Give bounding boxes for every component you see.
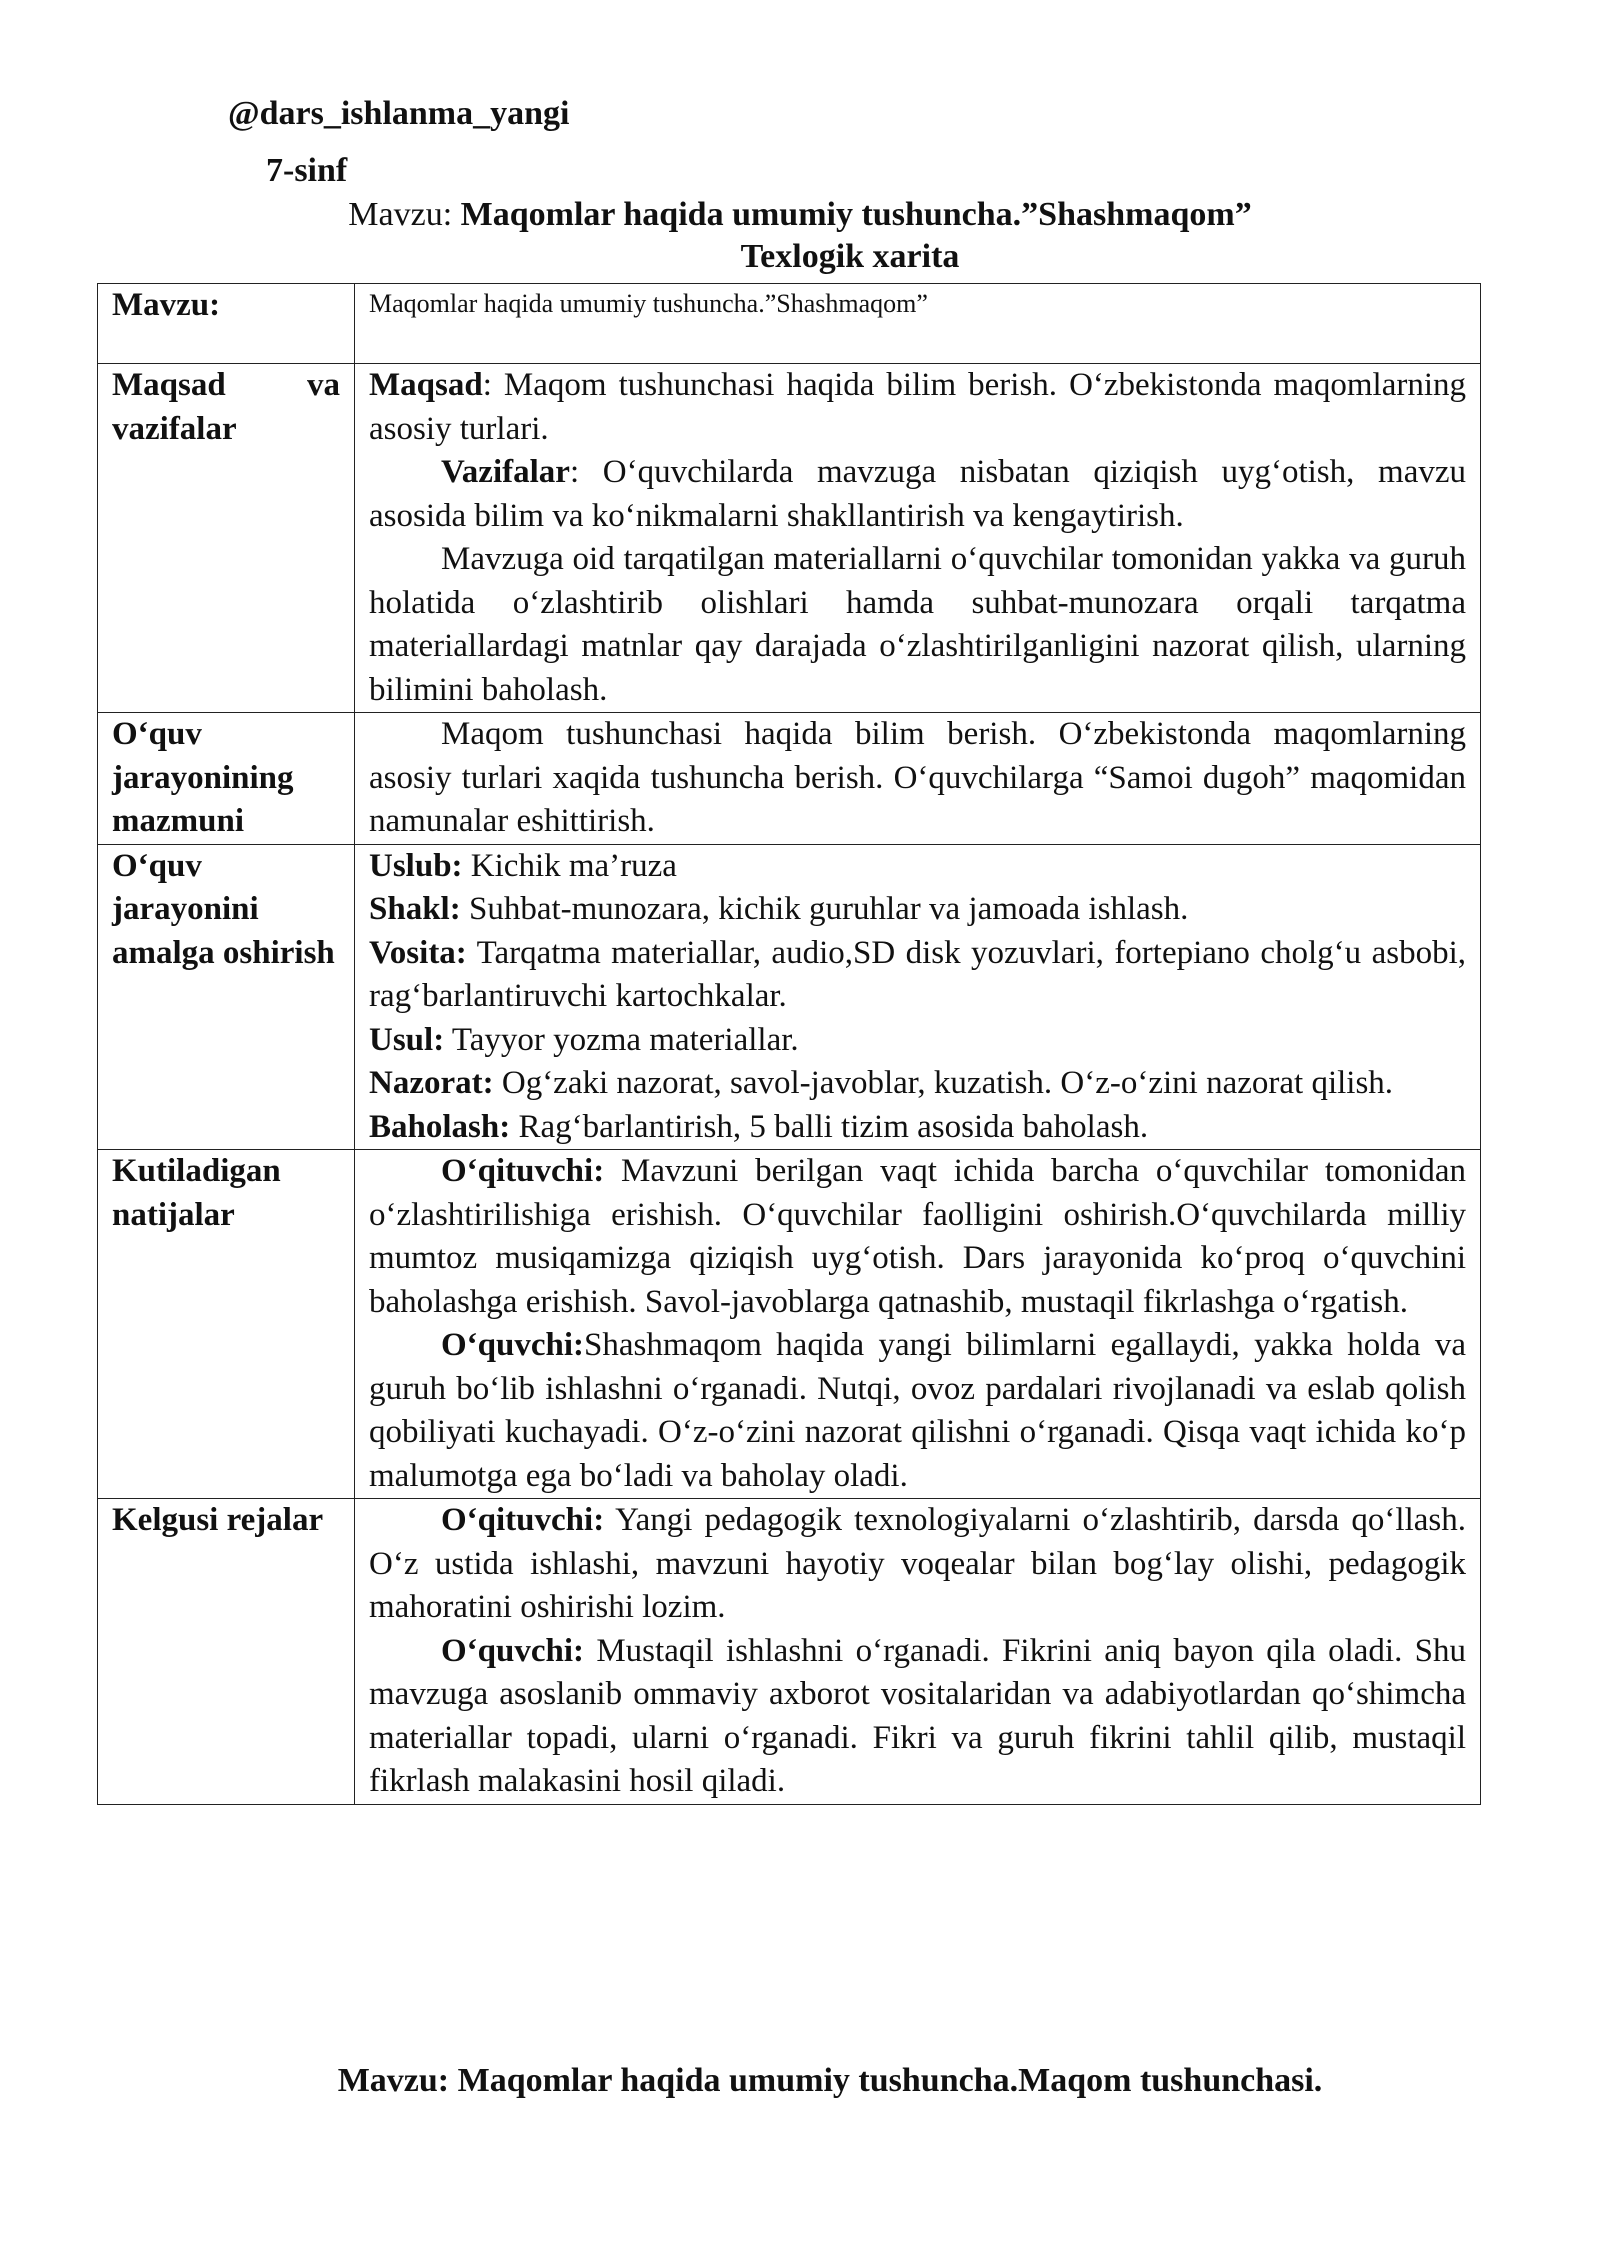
topic-line bbox=[0, 196, 1600, 234]
table-row-mazmun bbox=[98, 713, 1481, 845]
method-key: Nazorat: bbox=[369, 1065, 494, 1101]
goal-label: Maqsad bbox=[369, 367, 483, 403]
row-label-amalga: O‘quv jarayonini amalga oshirish bbox=[98, 844, 355, 1150]
student-text: Shashmaqom haqida yangi bilimlarni egallaydi, yakka holda va guruh bo‘lib ishlashni o‘rganadi. Nutqi, ovoz pardalari rivojlanadi va eslab qolish qobiliyati kuchayadi. O‘z-o‘zini nazorat qilishni o‘rganadi. Qisqa vaqt ichida ko‘p malumotga ega bo‘ladi va baholay oladi. bbox=[369, 1327, 1466, 1494]
extra-paragraph: Mavzuga oid tarqatilgan materiallarni o‘quvchilar tomonidan yakka va guruh holatida o‘zlashtirib olishlari hamda suhbat-munozara orqali tarqatma materiallardagi matnlar qay darajada o‘zlashtirilganligini nazorat qilish, ularning bilimini baholash. bbox=[369, 541, 1466, 708]
row-value-amalga bbox=[355, 844, 1481, 1150]
student-text: Mustaqil ishlashni o‘rganadi. Fikrini aniq bayon qila oladi. Shu mavzuga asoslanib ommaviy axborot vositalaridan va adabiyotlardan qo‘shimcha materiallar topadi, ularni o‘rganadi. Fikri va guruh fikrini tahlil qilib, mustaqil fikrlash malakasini hosil qiladi. bbox=[369, 1632, 1466, 1799]
student-result-paragraph bbox=[369, 1324, 1466, 1498]
bottom-topic-title: Mavzu: Maqomlar haqida umumiy tushuncha.Maqom tushunchasi. bbox=[337, 2062, 1323, 2099]
student-label: O‘quvchi: bbox=[441, 1327, 585, 1363]
technological-map-table bbox=[97, 283, 1481, 1805]
method-value: Og‘zaki nazorat, savol-javoblar, kuzatish. O‘z-o‘zini nazorat qilish. bbox=[493, 1065, 1394, 1101]
method-item bbox=[369, 1106, 1466, 1150]
goal-paragraph bbox=[369, 364, 1466, 451]
teacher-text: Yangi pedagogik texnologiyalarni o‘zlashtirib, darsda qo‘llash. O‘z ustida ishlashi, mavzuni hayotiy voqealar bilan bog‘lay olishi, pedagogik mahoratini oshirishi lozim. bbox=[369, 1502, 1466, 1625]
student-label: O‘quvchi: bbox=[441, 1632, 585, 1669]
mazmun-paragraph: Maqom tushunchasi haqida bilim berish. O‘zbekistonda maqomlarning asosiy turlari xaqida tushuncha berish. O‘quvchilarga “Samoi dugoh” maqomidan namunalar eshittirish. bbox=[369, 716, 1466, 839]
method-value: Tayyor yozma materiallar. bbox=[444, 1021, 799, 1058]
tasks-paragraph bbox=[369, 451, 1466, 538]
row-value-mazmun bbox=[355, 713, 1481, 845]
method-key: Uslub: bbox=[369, 847, 463, 884]
table-row-amalga bbox=[98, 844, 1481, 1150]
method-item bbox=[369, 845, 1466, 889]
goal-text: : Maqom tushunchasi haqida bilim berish. O‘zbekistonda maqomlarning asosiy turlari. bbox=[369, 367, 1466, 447]
method-value: Tarqatma materiallar, audio,SD disk yozuvlari, fortepiano cholg‘u asbobi, rag‘barlantiruvchi kartochkalar. bbox=[369, 934, 1466, 1014]
row-value-mavzu: Maqomlar haqida umumiy tushuncha.”Shashmaqom” bbox=[355, 284, 1481, 364]
table-row-natijalar bbox=[98, 1150, 1481, 1499]
row-label-mavzu: Mavzu: bbox=[98, 284, 355, 364]
method-item bbox=[369, 888, 1466, 932]
map-title: Texlogik xarita bbox=[740, 238, 960, 275]
teacher-result-paragraph bbox=[369, 1150, 1466, 1324]
method-value: Rag‘barlantirish, 5 balli tizim asosida baholash. bbox=[510, 1108, 1149, 1145]
row-value-rejalar bbox=[355, 1499, 1481, 1805]
table-row-mavzu bbox=[98, 284, 1481, 364]
method-key: Shakl: bbox=[369, 891, 461, 927]
teacher-label: O‘qituvchi: bbox=[441, 1153, 605, 1189]
method-item bbox=[369, 1062, 1466, 1106]
row-label-rejalar: Kelgusi rejalar bbox=[98, 1499, 355, 1805]
tasks-label: Vazifalar bbox=[441, 454, 570, 490]
method-value: Kichik ma’ruza bbox=[462, 847, 677, 884]
table-row-rejalar bbox=[98, 1499, 1481, 1805]
row-label-mazmun: O‘quv jarayonining mazmuni bbox=[98, 713, 355, 845]
row-label-maqsad: Maqsad va vazifalar bbox=[98, 364, 355, 713]
row-value-maqsad bbox=[355, 364, 1481, 713]
teacher-text: Mavzuni berilgan vaqt ichida barcha o‘quvchilar tomonidan o‘zlashtirilishiga erishish. O‘quvchilar faolligini oshirish.O‘quvchilarda milliy mumtoz musiqamizga qiziqish uyg‘otish. Dars jarayonida ko‘proq o‘quvchini baholashga erishish. Savol-javoblarga qatnashib, mustaqil fikrlashga o‘rgatish. bbox=[369, 1153, 1466, 1320]
method-key: Baholash: bbox=[369, 1108, 511, 1145]
teacher-plan-paragraph bbox=[369, 1499, 1466, 1630]
row-label-natijalar: Kutiladigan natijalar bbox=[98, 1150, 355, 1499]
row-value-natijalar bbox=[355, 1150, 1481, 1499]
method-value: Suhbat-munozara, kichik guruhlar va jamoada ishlash. bbox=[460, 891, 1189, 927]
student-plan-paragraph bbox=[369, 1630, 1466, 1804]
topic-title: Maqomlar haqida umumiy tushuncha.”Shashmaqom” bbox=[460, 196, 1252, 233]
method-key: Usul: bbox=[369, 1021, 445, 1058]
table-row-maqsad bbox=[98, 364, 1481, 713]
method-item bbox=[369, 932, 1466, 1019]
tasks-text: : O‘quvchilarda mavzuga nisbatan qiziqish uyg‘otish, mavzu asosida bilim va ko‘nikmalarni shakllantirish va kengaytirish. bbox=[369, 454, 1466, 534]
grade-label: 7-sinf bbox=[266, 152, 348, 189]
method-item bbox=[369, 1019, 1466, 1063]
teacher-label: O‘qituvchi: bbox=[441, 1502, 605, 1538]
method-key: Vosita: bbox=[369, 934, 467, 971]
topic-prefix: Mavzu: bbox=[348, 196, 453, 233]
channel-handle: @dars_ishlanma_yangi bbox=[228, 95, 570, 132]
